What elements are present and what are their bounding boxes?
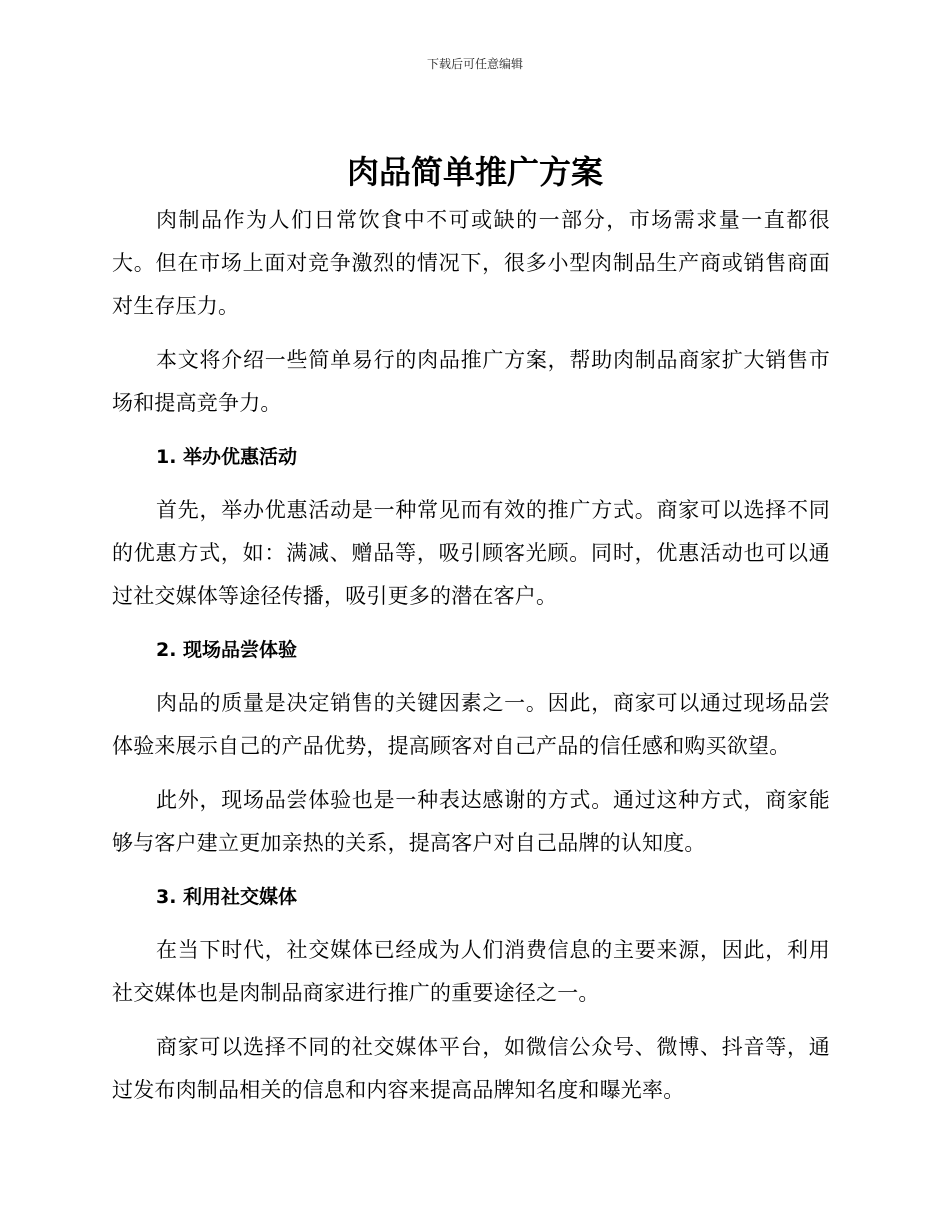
section-3-paragraph-1: 在当下时代，社交媒体已经成为人们消费信息的主要来源，因此，利用社交媒体也是肉制品商家进行推广的重要途径之一。 — [112, 938, 830, 1005]
section-heading-3: 3. 利用社交媒体 — [156, 886, 298, 908]
intro-paragraph-2: 本文将介绍一些简单易行的肉品推广方案，帮助肉制品商家扩大销售市场和提高竞争力。 — [112, 348, 830, 415]
section-2-paragraph-2: 此外，现场品尝体验也是一种表达感谢的方式。通过这种方式，商家能够与客户建立更加亲热的关系，提高客户对自己品牌的认知度。 — [112, 788, 830, 855]
section-heading-1: 1. 举办优惠活动 — [156, 446, 298, 468]
intro-paragraph-1: 肉制品作为人们日常饮食中不可或缺的一部分，市场需求量一直都很大。但在市场上面对竞争激烈的情况下，很多小型肉制品生产商或销售商面对生存压力。 — [112, 208, 830, 318]
document-body — [112, 199, 830, 1123]
section-heading-2: 2. 现场品尝体验 — [156, 639, 298, 661]
document-title: 肉品简单推广方案 — [346, 153, 603, 191]
header-note: 下载后可任意编辑 — [426, 57, 523, 71]
section-1-paragraph-1: 首先，举办优惠活动是一种常见而有效的推广方式。商家可以选择不同的优惠方式，如：满减、赠品等，吸引顾客光顾。同时，优惠活动也可以通过社交媒体等途径传播，吸引更多的潜在客户。 — [112, 498, 830, 608]
section-3-paragraph-2: 商家可以选择不同的社交媒体平台，如微信公众号、微博、抖音等，通过发布肉制品相关的信息和内容来提高品牌知名度和曝光率。 — [112, 1035, 830, 1102]
section-2-paragraph-1: 肉品的质量是决定销售的关键因素之一。因此，商家可以通过现场品尝体验来展示自己的产品优势，提高顾客对自己产品的信任感和购买欲望。 — [112, 691, 830, 758]
